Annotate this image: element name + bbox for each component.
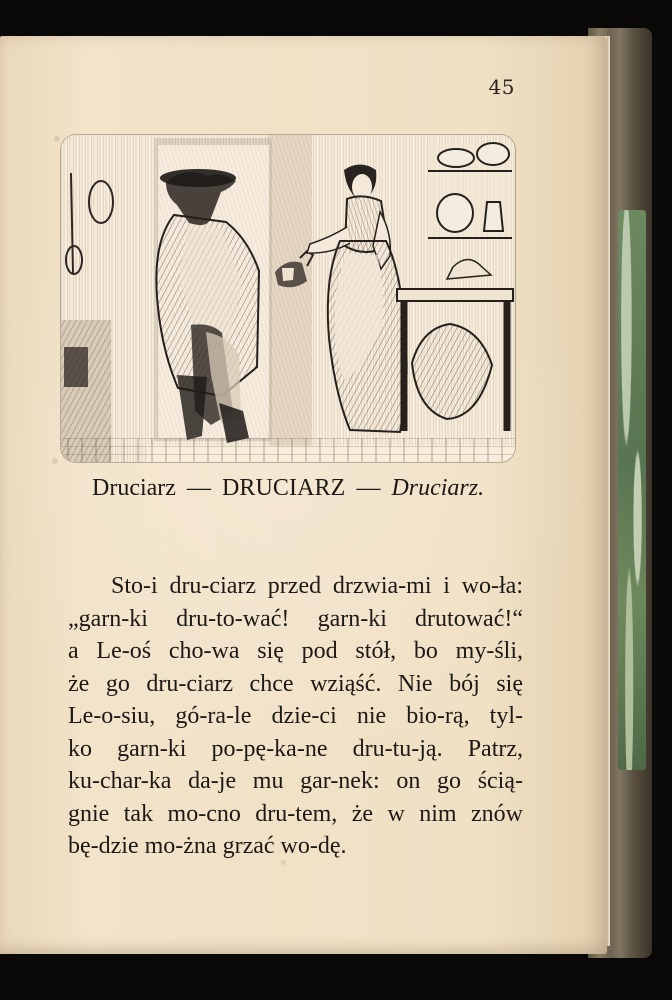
patterned-book-cover <box>618 210 646 770</box>
caption-separator: — <box>186 475 211 501</box>
caption-right: Druciarz. <box>391 475 485 501</box>
paragraph-line: że go dru-ciarz chce wziąść. Nie bój się <box>68 670 523 697</box>
main-paragraph <box>68 570 523 863</box>
page-number: 45 <box>488 75 515 99</box>
caption-separator: — <box>356 475 381 501</box>
engraving-illustration-art <box>61 135 515 462</box>
paragraph-line: gnie tak mo-cno dru-tem, że w nim znów <box>68 800 523 827</box>
paragraph-line: Sto-i dru-ciarz przed drzwia-mi i wo-ła: <box>111 573 523 599</box>
paragraph-line: a Le-oś cho-wa się pod stół, bo my-śli, <box>68 638 523 664</box>
caption-left: Druciarz <box>92 475 176 501</box>
paragraph-line: ku-char-ka da-je mu gar-nek: on go ścią- <box>68 768 523 794</box>
engraving-illustration <box>61 135 515 462</box>
caption-title: DRUCIARZ <box>221 475 346 501</box>
paragraph-line: bę-dzie mo-żna grzać wo-dę. <box>68 833 347 859</box>
illustration-caption <box>92 476 512 500</box>
paragraph-line: Le-o-siu, gó-ra-le dzie-ci nie bio-rą, tyl- <box>68 703 523 729</box>
paragraph-line: „garn-ki dru-to-wać! garn-ki drutować!“ <box>68 605 523 632</box>
paragraph-line: ko garn-ki po-pę-ka-ne dru-tu-ją. Patrz, <box>68 735 523 762</box>
page-spot <box>54 136 60 142</box>
book-page <box>0 36 607 954</box>
page-spot <box>52 458 58 464</box>
